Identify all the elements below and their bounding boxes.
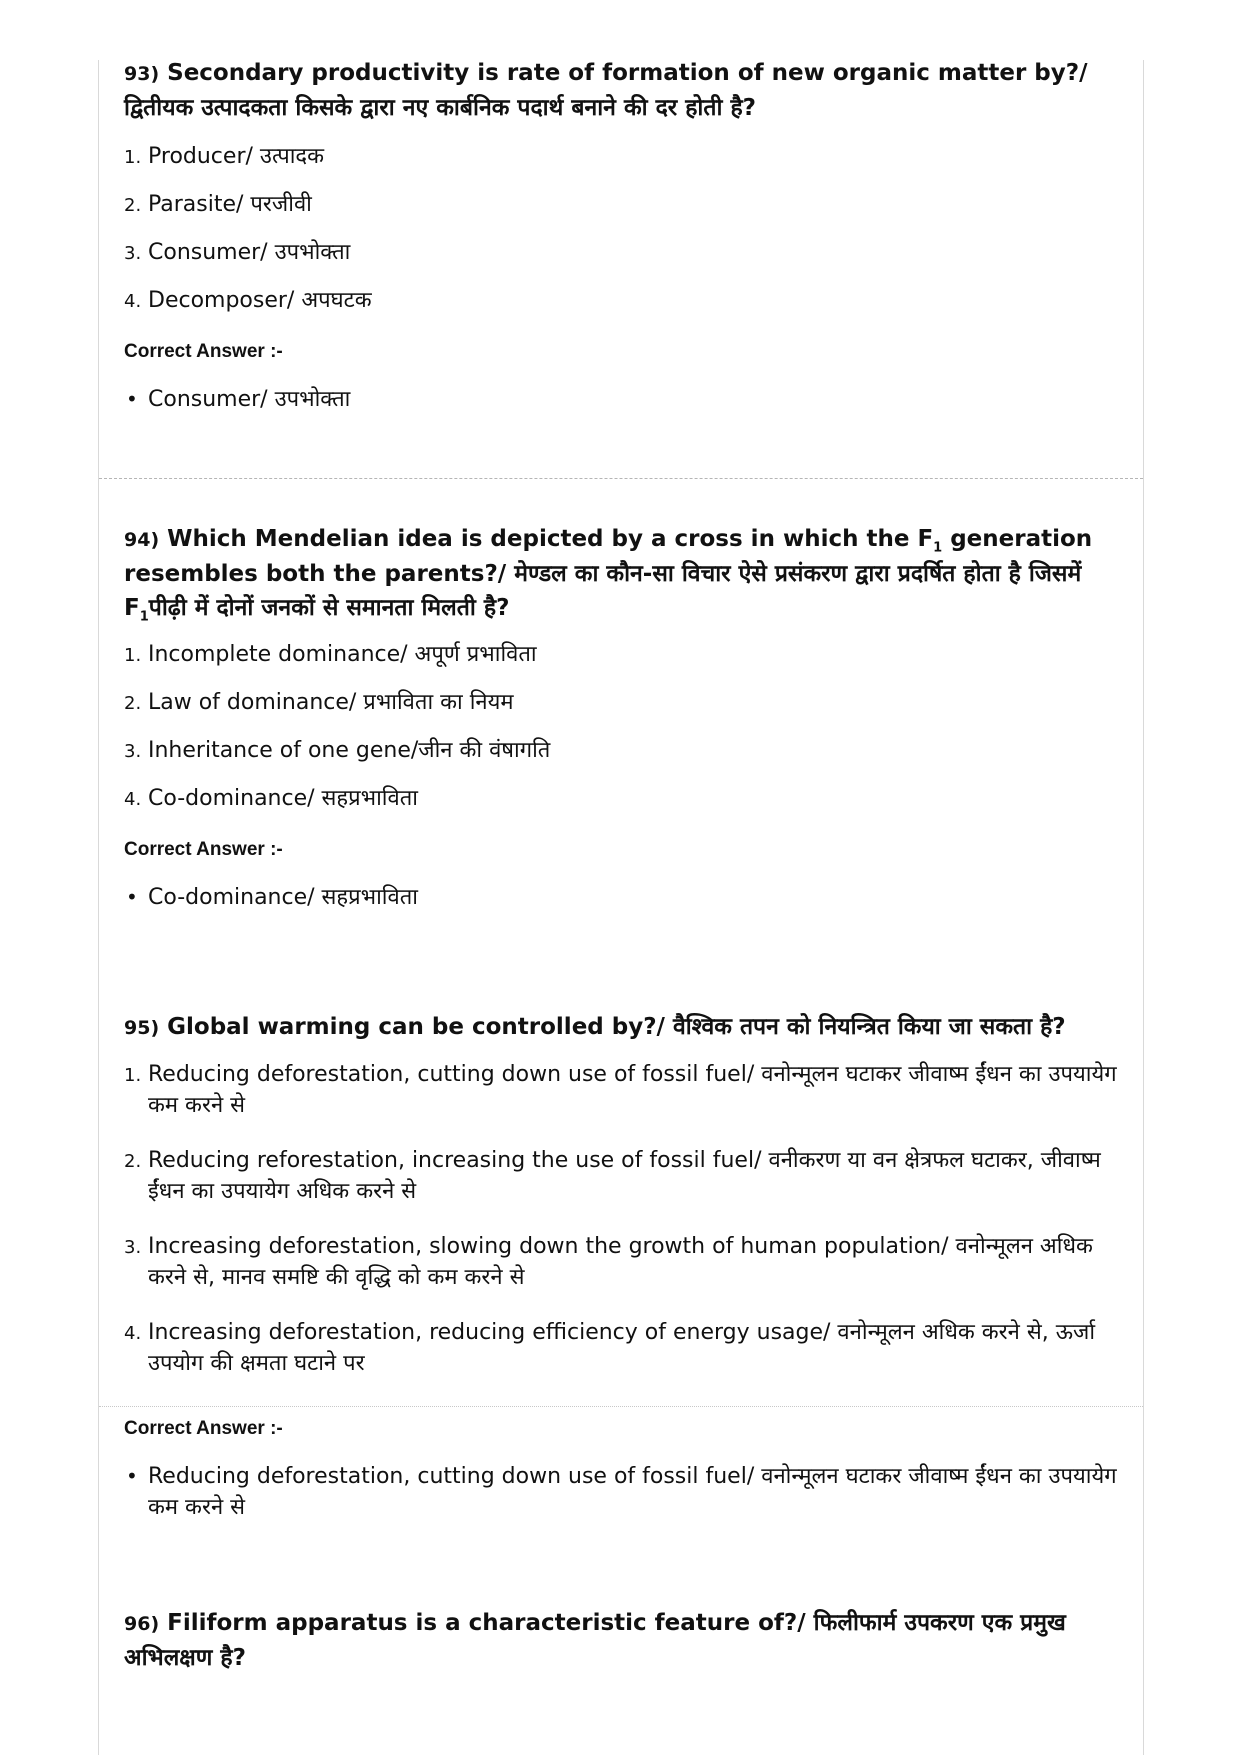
question-text: Secondary productivity is rate of formation of new organic matter by?/ द्वितीयक उत्पादकता किसके द्वारा नए कार्बनिक पदार्थ बनाने की दर होती है? [124,60,1088,121]
question-number: 96) [124,1613,160,1635]
question-96 [124,1606,1134,1675]
option-number: 4. [124,789,142,810]
option-text: Producer/ उत्पादक [148,144,324,169]
correct-answer-label: Correct Answer :- [124,1418,283,1439]
option-number: 3. [124,741,142,762]
option-3 [124,237,1134,268]
question-text: Which Mendelian idea is depicted by a cross in which the F [167,526,934,552]
subscript: 1 [139,609,149,625]
question-text: generation resembles both the parents?/ मेण्डल का कौन-सा विचार ऐसे प्रसंकरण द्वारा प्रदर्षित होता है जिसमें F [124,526,1093,621]
option-4 [124,285,1134,316]
option-text: Increasing deforestation, slowing down the growth of human population/ वनोन्मूलन अधिक करने से, मानव समष्टि की वृद्धि को कम करने से [148,1234,1093,1290]
correct-answer-label: Correct Answer :- [124,341,283,362]
question-paper-page [98,60,1144,1755]
correct-answer-label: Correct Answer :- [124,839,283,860]
question-number: 94) [124,529,160,551]
question-number: 93) [124,63,160,85]
option-2 [124,687,1134,718]
answer-divider [99,1406,1143,1407]
question-title [124,1606,1134,1675]
question-95 [124,1010,1134,1379]
question-94 [124,522,1134,913]
option-2 [124,189,1134,220]
option-3 [124,735,1134,766]
option-number: 3. [124,1237,142,1258]
bullet-icon: • [126,1464,138,1488]
question-95-answer [124,1415,1134,1523]
option-number: 1. [124,147,142,168]
options-list [124,141,1134,316]
option-text: Parasite/ परजीवी [148,192,312,217]
option-1 [124,141,1134,172]
options-list [124,1059,1134,1379]
option-2 [124,1145,1134,1207]
bullet-icon: • [126,885,138,909]
correct-answer-text: Co-dominance/ सहप्रभाविता [148,885,418,910]
option-text: Inheritance of one gene/जीन की वंषागति [148,738,551,763]
question-number: 95) [124,1017,160,1039]
option-4 [124,783,1134,814]
option-text: Consumer/ उपभोक्ता [148,240,351,265]
option-text: Incomplete dominance/ अपूर्ण प्रभाविता [148,642,537,667]
question-title [124,522,1134,625]
option-number: 1. [124,645,142,666]
correct-answer [124,882,1134,913]
option-number: 4. [124,291,142,312]
correct-answer [124,1461,1134,1523]
option-3 [124,1231,1134,1293]
option-text: Decomposer/ अपघटक [148,288,372,313]
option-text: Increasing deforestation, reducing efficiency of energy usage/ वनोन्मूलन अधिक करने से, ऊर्जा उपयोग की क्षमता घटाने पर [148,1320,1096,1376]
option-number: 1. [124,1065,142,1086]
question-93 [124,56,1134,415]
section-divider [99,478,1143,479]
subscript: 1 [933,540,943,556]
question-text: Filiform apparatus is a characteristic feature of?/ फिलीफार्म उपकरण एक प्रमुख अभिलक्षण है? [124,1610,1066,1671]
option-number: 3. [124,243,142,264]
correct-answer [124,384,1134,415]
options-list [124,639,1134,814]
option-number: 2. [124,195,142,216]
correct-answer-text: Reducing deforestation, cutting down use of fossil fuel/ वनोन्मूलन घटाकर जीवाष्म ईंधन का उपयायेग कम करने से [148,1464,1117,1520]
question-title [124,56,1134,125]
option-text: Reducing reforestation, increasing the use of fossil fuel/ वनीकरण या वन क्षेत्रफल घटाकर, जीवाष्म ईंधन का उपयायेग अधिक करने से [148,1148,1101,1204]
bullet-icon: • [126,387,138,411]
option-number: 2. [124,1151,142,1172]
option-text: Reducing deforestation, cutting down use of fossil fuel/ वनोन्मूलन घटाकर जीवाष्म ईंधन का उपयायेग कम करने से [148,1062,1117,1118]
option-1 [124,639,1134,670]
option-4 [124,1317,1134,1379]
option-text: Co-dominance/ सहप्रभाविता [148,786,418,811]
option-number: 4. [124,1323,142,1344]
correct-answer-text: Consumer/ उपभोक्ता [148,387,351,412]
question-text: पीढ़ी में दोनों जनकों से समानता मिलती है? [148,595,510,621]
option-1 [124,1059,1134,1121]
option-text: Law of dominance/ प्रभाविता का नियम [148,690,514,715]
question-text: Global warming can be controlled by?/ वैश्विक तपन को नियन्त्रित किया जा सकता है? [167,1014,1066,1040]
question-title [124,1010,1134,1045]
option-number: 2. [124,693,142,714]
